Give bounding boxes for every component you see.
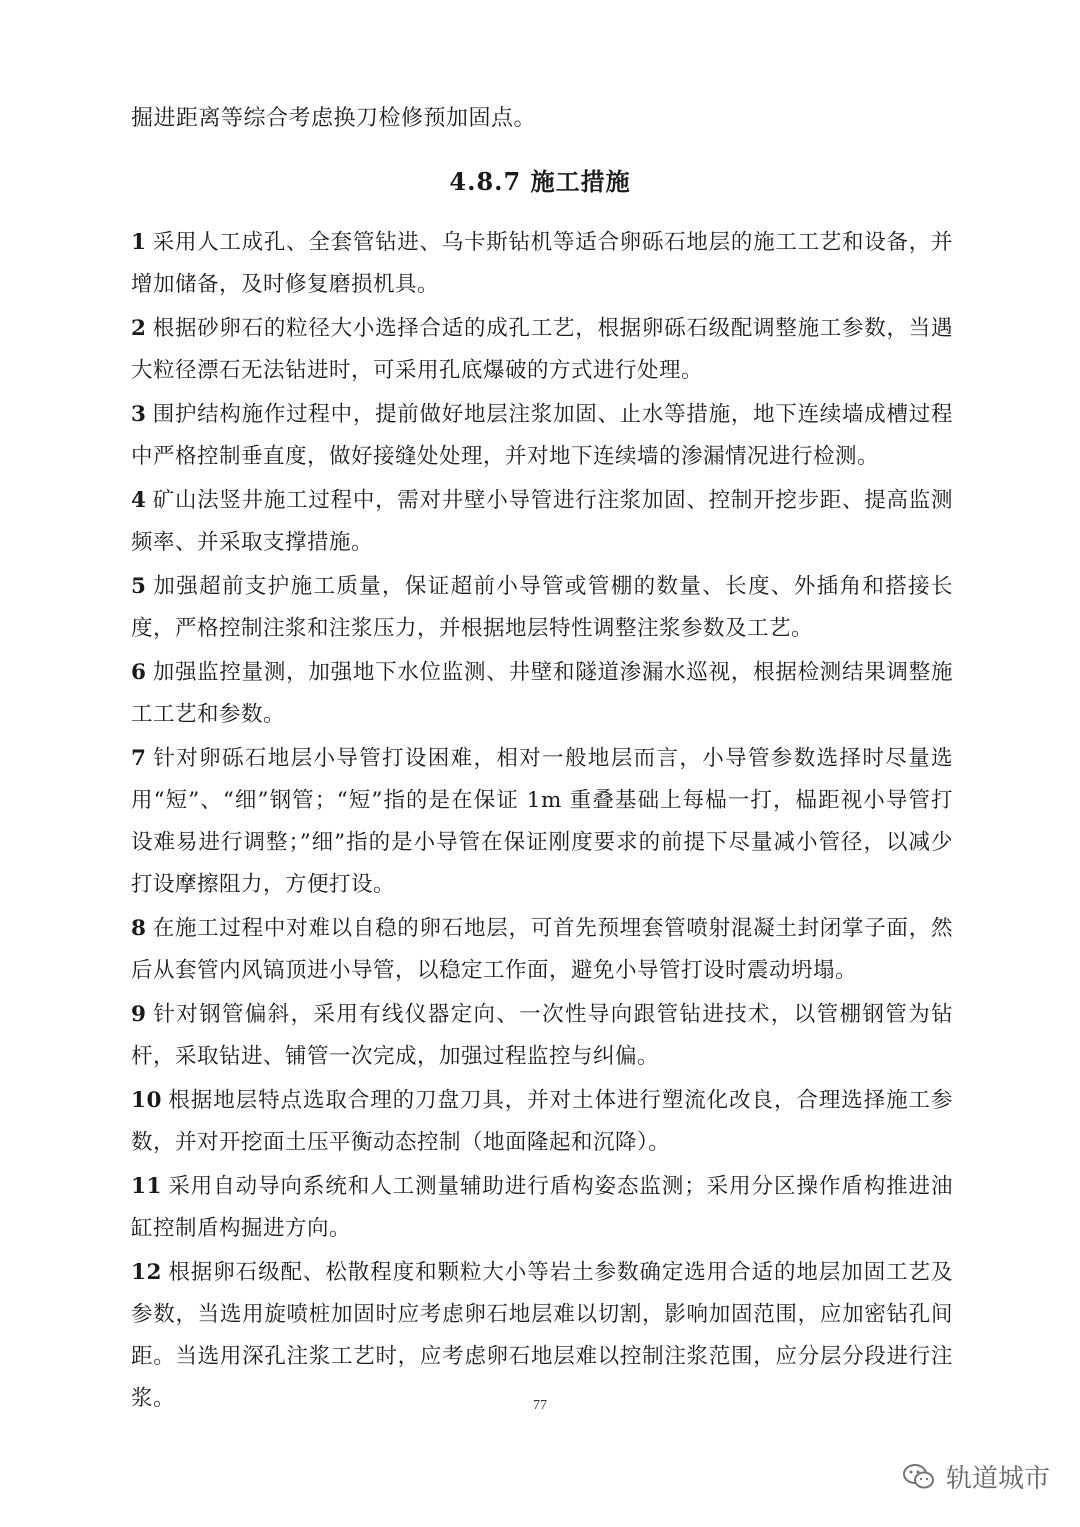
item-text: 加强超前支护施工质量，保证超前小导管或管棚的数量、长度、外插角和搭接长度，严格控制注浆和注浆压力，并根据地层特性调整注浆参数及工艺。	[131, 574, 953, 641]
list-item	[131, 738, 953, 906]
item-text: 根据卵石级配、松散程度和颗粒大小等岩土参数确定选用合适的地层加固工艺及参数，当选用旋喷桩加固时应考虑卵石地层难以切割，影响加固范围，应加密钻孔间距。当选用深孔注浆工艺时，应考虑卵石地层难以控制注浆范围，应分层分段进行注浆。	[131, 1260, 953, 1411]
item-text: 在施工过程中对难以自稳的卵石地层，可首先预埋套管喷射混凝土封闭掌子面，然后从套管内风镐顶进小导管，以稳定工作面，避免小导管打设时震动坍塌。	[131, 916, 953, 983]
list-item	[131, 1080, 953, 1164]
list-item	[131, 994, 953, 1078]
list-item	[131, 652, 953, 736]
item-number: 5	[131, 574, 147, 599]
item-number: 10	[131, 1088, 162, 1113]
list-item	[131, 394, 953, 478]
item-text: 根据地层特点选取合理的刀盘刀具，并对土体进行塑流化改良，合理选择施工参数，并对开挖面土压平衡动态控制（地面隆起和沉降）。	[131, 1088, 953, 1155]
item-text: 采用人工成孔、全套管钻进、乌卡斯钻机等适合卵砾石地层的施工工艺和设备，并增加储备，及时修复磨损机具。	[131, 230, 953, 297]
item-text: 加强监控量测，加强地下水位监测、井壁和隧道渗漏水巡视，根据检测结果调整施工工艺和参数。	[131, 660, 953, 727]
watermark-text: 轨道城市	[945, 1464, 1050, 1494]
section-heading: 4.8.7 施工措施	[449, 167, 631, 196]
intro-paragraph: 掘进距离等综合考虑换刀检修预加固点。	[131, 106, 537, 131]
list-item	[131, 222, 953, 306]
item-text: 根据砂卵石的粒径大小选择合适的成孔工艺，根据卵砾石级配调整施工参数，当遇大粒径漂石无法钻进时，可采用孔底爆破的方式进行处理。	[131, 316, 953, 383]
item-number: 7	[131, 746, 147, 771]
list-item	[131, 1252, 953, 1420]
list-item	[131, 308, 953, 392]
list-item	[131, 1166, 953, 1250]
measures-list	[131, 222, 953, 1422]
item-number: 6	[131, 660, 147, 685]
item-number: 9	[131, 1002, 147, 1027]
item-number: 11	[131, 1174, 162, 1199]
item-text: 针对卵砾石地层小导管打设困难，相对一般地层而言，小导管参数选择时尽量选用“短”、“细”钢管；“短”指的是在保证 1m 重叠基础上每榀一打，榀距视小导管打设难易进行调整；”细”指的是小导管在保证刚度要求的前提下尽量减小管径，以减少打设摩擦阻力，方便打设。	[131, 746, 953, 897]
list-item	[131, 480, 953, 564]
item-text: 针对钢管偏斜，采用有线仪器定向、一次性导向跟管钻进技术，以管棚钢管为钻杆，采取钻进、铺管一次完成，加强过程监控与纠偏。	[131, 1002, 953, 1069]
wechat-icon	[902, 1462, 936, 1492]
item-number: 1	[131, 230, 147, 255]
item-text: 矿山法竖井施工过程中，需对井壁小导管进行注浆加固、控制开挖步距、提高监测频率、并采取支撑措施。	[131, 488, 953, 555]
item-text: 围护结构施作过程中，提前做好地层注浆加固、止水等措施，地下连续墙成槽过程中严格控制垂直度，做好接缝处处理，并对地下连续墙的渗漏情况进行检测。	[131, 402, 953, 469]
page-number: 77	[533, 1398, 547, 1413]
item-number: 4	[131, 488, 147, 513]
list-item	[131, 566, 953, 650]
watermark	[902, 1458, 1050, 1495]
item-text: 采用自动导向系统和人工测量辅助进行盾构姿态监测；采用分区操作盾构推进油缸控制盾构掘进方向。	[131, 1174, 953, 1241]
item-number: 2	[131, 316, 147, 341]
list-item	[131, 908, 953, 992]
item-number: 8	[131, 916, 147, 941]
item-number: 3	[131, 402, 147, 427]
item-number: 12	[131, 1260, 162, 1285]
